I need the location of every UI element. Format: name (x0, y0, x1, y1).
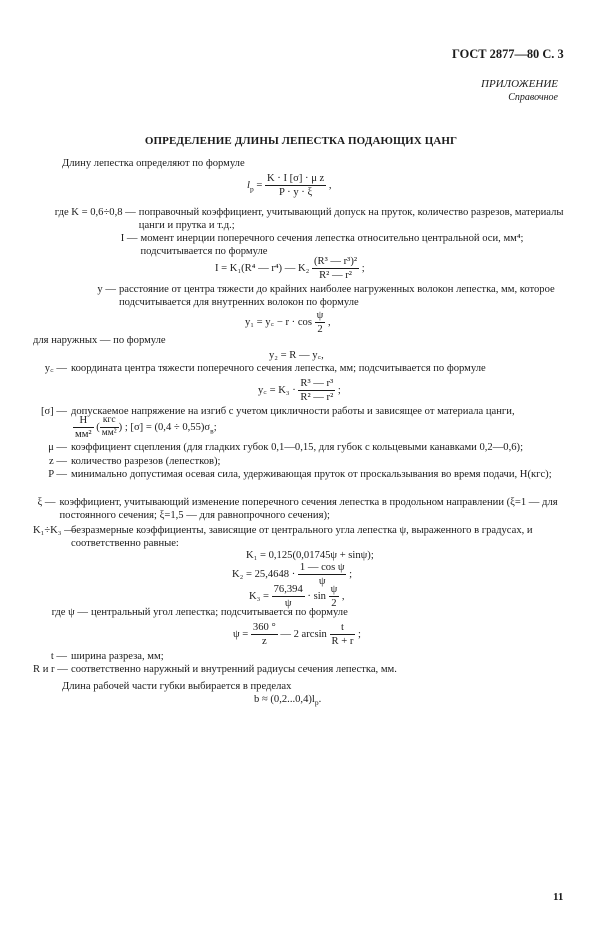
appendix-label: ПРИЛОЖЕНИЕ (481, 78, 558, 90)
formula-yc: y꜀ = K₃ · $\frac{\text{R³ — r³}}{\text{R² — r²}}$ ; (258, 378, 341, 404)
definition-sigma: [σ] — допускаемое напряжение на изгиб с учетом цикличности работы и зависящее от материала цанги, (40, 406, 515, 417)
definition-psi: где ψ — центральный угол лепестка; подсчитывается по формуле (51, 607, 348, 618)
standard-header: ГОСТ 2877—80 С. 3 (452, 47, 564, 61)
definition-radii: R и r — соответственно наружный и внутренний радиусы сечения лепестка, мм. (33, 664, 397, 675)
working-length-text: Длина рабочей части губки выбирается в пределах (62, 681, 292, 692)
definition-z: z — количество разрезов (лепестков); (49, 456, 221, 467)
definition-i: I — момент инерции поперечного сечения лепестка относительно центральной оси, мм⁴; подсчитывается по формуле (120, 233, 524, 258)
formula-working-length: $b \approx (0,2...0,4)l_p$. (254, 694, 322, 708)
page-number: 11 (553, 891, 564, 903)
definition-mu: μ — коэффициент сцепления (для гладких губок 0,1—0,15, для губок с кольцевыми канавками 0,2—0,6); (48, 442, 524, 453)
sigma-units: $\frac{Н}{\text{мм²}}$ ( $\frac{\text{кгс}}{\text{мм²}}$ ) ; $[\sigma] = (0,4 \div 0,55)\sigma_в$; (75, 415, 217, 441)
definition-t: t — ширина разреза, мм; (50, 651, 164, 662)
page-title: ОПРЕДЕЛЕНИЕ ДЛИНЫ ЛЕПЕСТКА ПОДАЮЩИХ ЦАНГ (144, 135, 458, 147)
definition-yc: y꜀ — координата центра тяжести поперечного сечения лепестка, мм; подсчитывается по формуле (44, 363, 486, 374)
outer-fibers-text: для наружных — по формуле (33, 335, 166, 346)
definition-y: y — расстояние от центра тяжести до крайних наиболее нагруженных волокон лепестка, мм, которое подсчитывается для внутренних волокон по формуле (97, 284, 555, 309)
definition-p: P — минимально допустимая осевая сила, удерживающая пруток от проскальзывания во время подачи, Н(кгс); (48, 469, 552, 480)
formula-y2: y₂ = R — y꜀, (269, 350, 324, 361)
formula-k2: K₂ = 25,4648 · $\frac{\text{1 — cos ψ}}{\psi}$ ; (232, 562, 353, 588)
formula-y1: y₁ = y꜀ − r · cos $\frac{\psi}{2}$ , (245, 310, 331, 336)
intro-text: Длину лепестка определяют по формуле (62, 158, 245, 169)
definition-k: где K = 0,6÷0,8 — поправочный коэффициент, учитывающий допуск на пруток, количество разрезов, материалы цанги и прутка и т.д.; (54, 207, 564, 232)
definition-k1-k3: K₁÷K₃ — безразмерные коэффициенты, зависящие от центрального угла лепестка ψ, выраженного в градусах, и соответственно равные: (33, 525, 533, 550)
formula-k1: K₁ = 0,125(0,01745ψ + sinψ); (246, 550, 374, 561)
formula-psi: ψ = $\frac{360 ^\circ}{z}$ — 2 arcsin $\frac{t}{R + r}$ ; (233, 622, 361, 648)
appendix-sublabel: Справочное (508, 92, 558, 103)
formula-k3: K₃ = $\frac{76,394}{\psi}$ · sin $\frac{\psi}{2}$ , (249, 584, 345, 610)
formula-petal-length: $l_p$ = $\frac{\text{K · I [σ] · μ z}}{P \cdot y \cdot \xi}$ , (247, 173, 332, 199)
formula-inertia: I = K₁(R⁴ — r⁴) — K₂ $\frac{\text{(R³ — r³)²}}{\text{R² — r²}}$ ; (215, 256, 365, 282)
definition-xi: ξ — коэффициент, учитывающий изменение поперечного сечения лепестка в продольном направлении (ξ=1 — для постоянного сечения; ξ=1,5 — для равнопрочного сечения); (37, 497, 558, 522)
